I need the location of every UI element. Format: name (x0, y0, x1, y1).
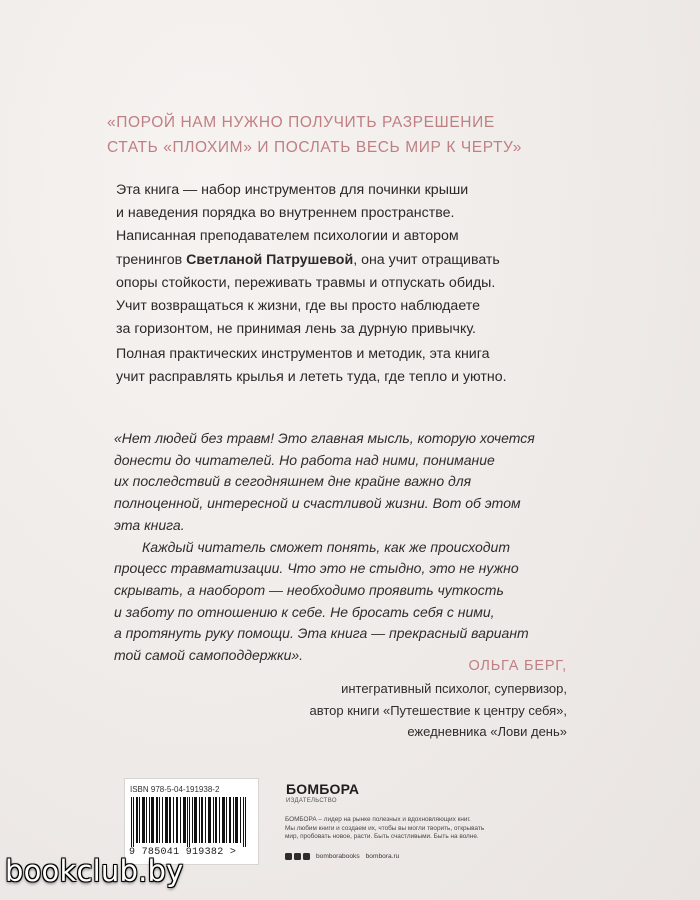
review-line: скрывать, а наоборот — необходимо проявить чуткость (114, 581, 504, 598)
review-author-name: ОЛЬГА БЕРГ, (468, 658, 567, 674)
desc-line: учит расправлять крылья и лететь туда, где тепло и уютно. (116, 369, 507, 386)
desc-line: опоры стойкости, переживать травмы и отпускать обиды. (116, 274, 496, 291)
headline-quote (107, 110, 627, 160)
review-line: той самой самоподдержки». (114, 647, 304, 664)
review-line: Каждый читатель сможет понять, как же происходит (142, 538, 510, 555)
desc-line: Написанная преподавателем психологии и автором (116, 228, 459, 245)
review-line: эта книга. (114, 516, 185, 533)
description-paragraph-2 (116, 343, 596, 389)
desc-line: Эта книга — набор инструментов для починки крыши (116, 182, 469, 198)
social-network-icon (303, 853, 310, 860)
publisher-subtitle: ИЗДАТЕЛЬСТВО (286, 798, 337, 804)
review-author-title: ежедневника «Лови день» (407, 724, 567, 740)
review-line: процесс травматизации. Что это не стыдно, это не нужно (114, 560, 519, 577)
social-network-icon (285, 853, 292, 860)
review-line: их последствий в сегодняшнем дне крайне важно для (114, 473, 472, 490)
publisher-website: bombora.ru (365, 853, 400, 860)
review-line: и заботу по отношению к себе. Не бросать себя с ними, (114, 603, 495, 620)
social-handle: bomborabooks (316, 853, 360, 860)
review-line: донести до читателей. Но работа над ними, понимание (114, 451, 495, 468)
author-name-bold: Светланой Патрушевой (186, 251, 354, 268)
publisher-name: БОМБОРА (286, 781, 360, 797)
review-line: а протянуть руку помощи. Эта книга — прекрасный вариант (114, 625, 529, 642)
publisher-text-line: БОМБОРА – лидер на рынке полезных и вдохновляющих книг. (285, 816, 471, 823)
desc-suffix: , она учит отращивать (353, 251, 500, 268)
desc-line-author (116, 249, 596, 272)
isbn-digits: 9 785041 919382 > (129, 847, 237, 858)
publisher-logo (286, 782, 359, 805)
desc-line: Полная практических инструментов и методик, эта книга (116, 346, 490, 362)
desc-prefix: тренингов (116, 251, 187, 268)
publisher-socials (285, 853, 399, 860)
review-author (310, 656, 568, 743)
headline-line: СТАТЬ «ПЛОХИМ» И ПОСЛАТЬ ВЕСЬ МИР К ЧЕРТУ» (107, 139, 523, 156)
social-network-icon (294, 853, 301, 860)
barcode-icon (131, 797, 252, 847)
review-line: полноценной, интересной и счастливой жизни. Вот об этом (114, 495, 521, 512)
description-paragraph-1 (116, 179, 596, 341)
publisher-description (285, 816, 555, 842)
review-quote (114, 428, 594, 667)
desc-line: за горизонтом, не принимая лень за дурную привычку. (116, 321, 476, 338)
isbn-label: ISBN 978-5-04-191938-2 (130, 785, 220, 794)
social-icons (285, 853, 310, 860)
desc-line: Учит возвращаться к жизни, где вы просто наблюдаете (116, 298, 480, 315)
publisher-text-line: мир, пробовать новое, расти. Быть счастливыми. Быть на волне. (285, 833, 479, 841)
publisher-text-line: Мы любим книги и создаем их, чтобы вы могли творить, открывать (285, 824, 485, 832)
review-line: «Нет людей без травм! Это главная мысль, которую хочется (114, 430, 535, 446)
headline-line: «ПОРОЙ НАМ НУЖНО ПОЛУЧИТЬ РАЗРЕШЕНИЕ (107, 114, 495, 131)
review-author-title: интегративный психолог, супервизор, (341, 680, 567, 696)
watermark: bookclub.by (5, 854, 184, 888)
review-author-title: автор книги «Путешествие к центру себя», (309, 702, 567, 718)
desc-line: и наведения порядка во внутреннем пространстве. (116, 205, 455, 222)
isbn-barcode-box (124, 778, 259, 865)
